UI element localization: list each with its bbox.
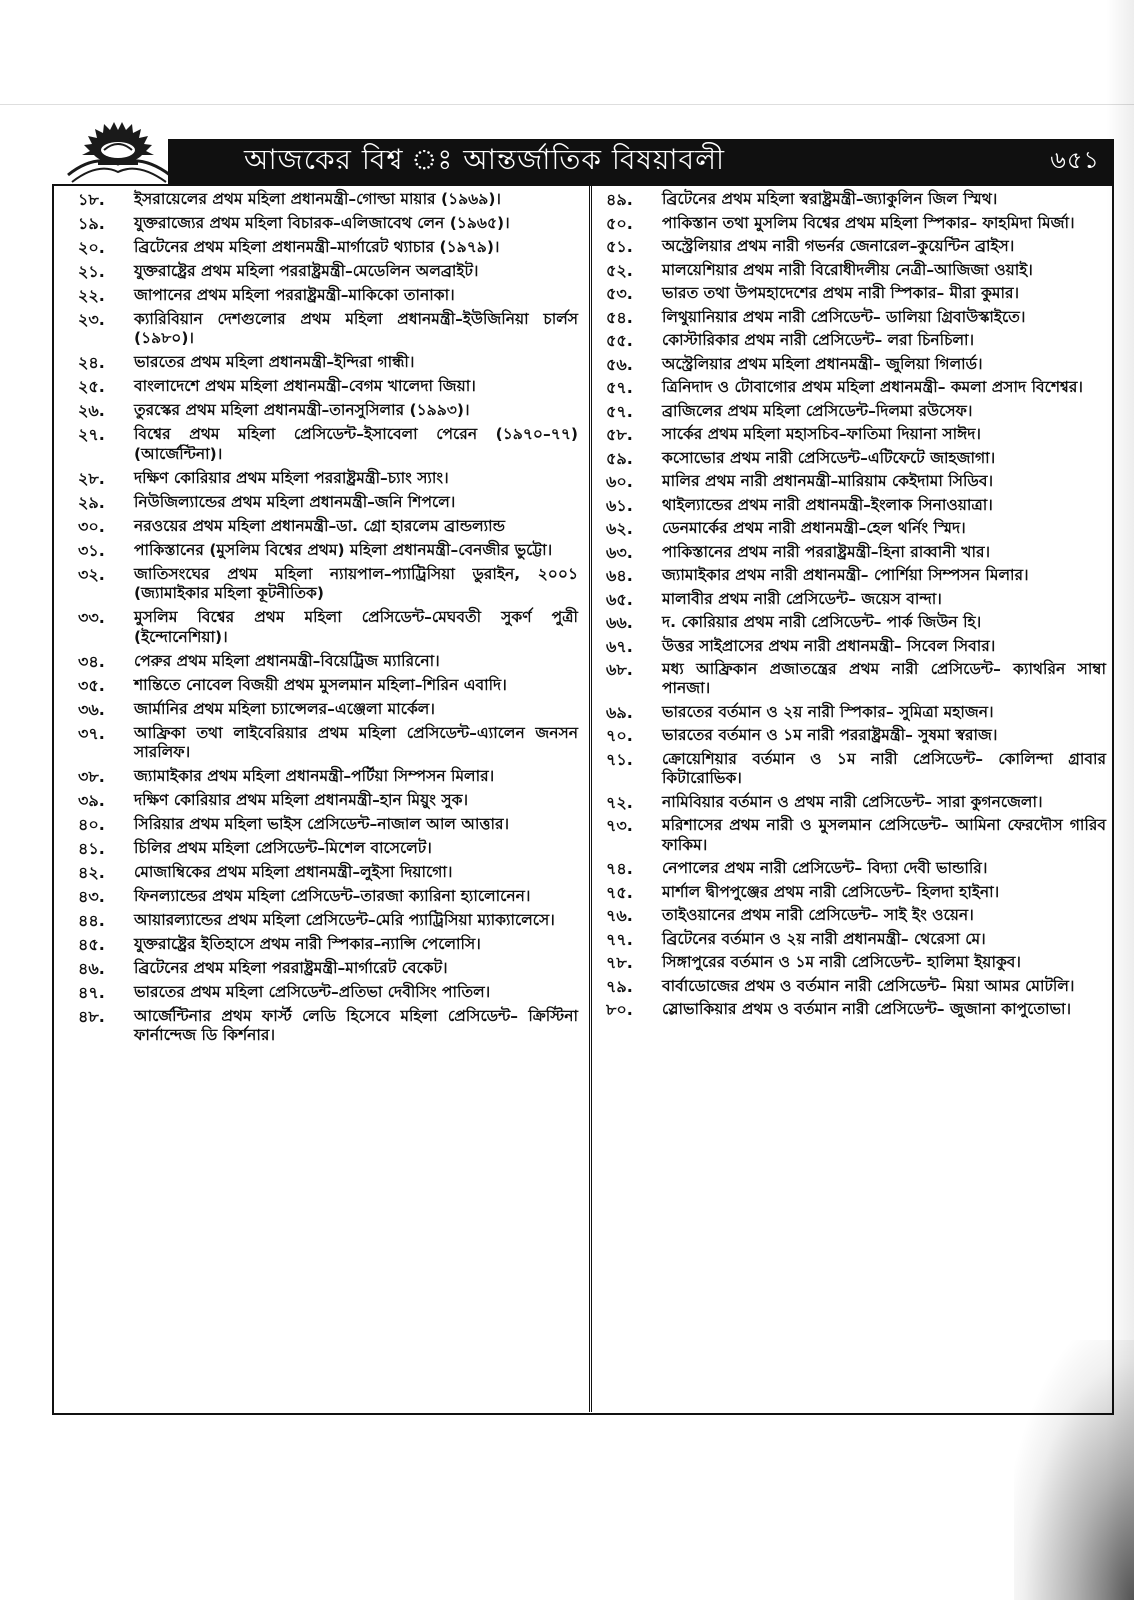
entry-number: ৪১. (78, 839, 105, 859)
column-divider (589, 185, 592, 1412)
entry-number: ৬৮. (606, 660, 633, 679)
entry-number: ৭৫. (606, 882, 633, 902)
entry-text: মার্শাল দ্বীপপুঞ্জের প্রথম নারী প্রেসিডেন্ট– হিলদা হাইনা। (662, 882, 1000, 901)
list-item (78, 767, 578, 786)
entry-number: ৬৭. (606, 636, 633, 656)
entry-text: পাকিস্তান তথা মুসলিম বিশ্বের প্রথম মহিলা স্পিকার– ফাহমিদা মির্জা। (662, 213, 1075, 232)
entry-text: ভারতের প্রথম মহিলা প্রেসিডেন্ট–প্রতিভা দেবীসিং পাতিল। (134, 983, 491, 1002)
entry-text: নিউজিল্যান্ডের প্রথম মহিলা প্রধানমন্ত্রী–জনি শিপলে। (134, 492, 456, 511)
list-item (606, 566, 1106, 585)
entry-text: ভারতের বর্তমান ও ২য় নারী স্পিকার– সুমিত্রা মহাজন। (662, 702, 994, 721)
entry-number: ৬৯. (606, 702, 633, 722)
list-item (78, 911, 578, 930)
entry-number: ৫৩. (606, 284, 633, 303)
list-item (78, 887, 578, 906)
list-item (606, 660, 1106, 699)
list-item (606, 237, 1106, 256)
list-item (78, 565, 578, 604)
entry-text: কসোভোর প্রথম নারী প্রেসিডেন্ট–এটিফেটে জাহজাগা। (662, 448, 996, 467)
entry-text: সিঙ্গাপুরের বর্তমান ও ১ম নারী প্রেসিডেন্ট– হালিমা ইয়াকুব। (662, 953, 1021, 972)
entry-text: যুক্তরাষ্ট্রের প্রথম মহিলা পররাষ্ট্রমন্ত্রী–মেডেলিন অলব্রাইট। (134, 262, 479, 280)
entry-text: পাকিস্তানের প্রথম নারী পররাষ্ট্রমন্ত্রী–হিনা রাব্বানী খার। (662, 542, 991, 561)
entry-text: নরওয়ের প্রথম মহিলা প্রধানমন্ত্রী–ডা. গ্রো হারলেম ব্রান্ডল্যান্ড (134, 516, 505, 535)
entry-number: ৩৮. (78, 767, 105, 787)
entry-text: ভারত তথা উপমহাদেশের প্রথম নারী স্পিকার– মীরা কুমার। (662, 284, 1020, 302)
entry-number: ৬৪. (606, 566, 633, 585)
list-item (78, 700, 578, 719)
entry-number: ৫৬. (606, 354, 633, 374)
section-title: আজকের বিশ্ব ঃ আন্তর্জাতিক বিষয়াবলী (244, 143, 725, 176)
entry-text: সার্কের প্রথম মহিলা মহাসচিব–ফাতিমা দিয়ানা সাঈদ। (662, 425, 981, 443)
entry-number: ৭৭. (606, 929, 633, 949)
entry-text: বিশ্বের প্রথম মহিলা প্রেসিডেন্ট–ইসাবেলা পেরেন (১৯৭০–৭৭) (আর্জেন্টিনা)। (134, 425, 578, 463)
entry-number: ২৩. (78, 310, 105, 329)
entry-number: ৫০. (606, 213, 633, 233)
entry-number: ৬০. (606, 472, 633, 491)
entry-number: ২৫. (78, 377, 105, 397)
entry-number: ৭৩. (606, 816, 633, 836)
entry-number: ৫৫. (606, 331, 633, 350)
entry-text: পেরুর প্রথম মহিলা প্রধানমন্ত্রী–বিয়েট্রিজ ম্যারিনো। (134, 651, 440, 670)
entry-number: ৩২. (78, 564, 105, 584)
list-item (606, 190, 1106, 209)
entry-number: ৪৭. (78, 983, 105, 1003)
entry-number: ৪৩. (78, 887, 105, 907)
list-item (78, 791, 578, 810)
entry-text: বার্বাডোজের প্রথম ও বর্তমান নারী প্রেসিডেন্ট– মিয়া আমর মোটলি। (662, 976, 1075, 995)
entry-number: ২১. (78, 262, 105, 281)
list-item (78, 541, 578, 560)
entry-text: ভারতের প্রথম মহিলা প্রধানমন্ত্রী–ইন্দিরা গান্ধী। (134, 353, 415, 372)
list-item (606, 816, 1106, 855)
right-column-list (606, 190, 1106, 1024)
entry-text: উত্তর সাইপ্রাসের প্রথম নারী প্রধানমন্ত্রী– সিবেল সিবার। (662, 636, 996, 655)
entry-number: ৪২. (78, 863, 105, 883)
entry-text: আয়ারল্যান্ডের প্রথম মহিলা প্রেসিডেন্ট–মেরি প্যাট্রিসিয়া ম্যাক্যালেসে। (134, 911, 555, 930)
entry-number: ৫৯. (606, 448, 633, 468)
list-item (606, 703, 1106, 722)
entry-text: আর্জেন্টিনার প্রথম ফার্স্ট লেডি হিসেবে মহিলা প্রেসিডেন্ট– ক্রিস্টিনা ফার্নান্দেজ ডি কির্শনার। (134, 1007, 578, 1045)
entry-text: মধ্য আফ্রিকান প্রজাতন্ত্রের প্রথম নারী প্রেসিডেন্ট– ক্যাথরিন সাম্বা পানজা। (662, 660, 1106, 698)
publisher-emblem-icon (58, 120, 178, 190)
list-item (606, 331, 1106, 350)
list-item (606, 930, 1106, 949)
entry-number: ৪৪. (78, 911, 105, 931)
entry-text: ক্যারিবিয়ান দেশগুলোর প্রথম মহিলা প্রধানমন্ত্রী–ইউজিনিয়া চার্লস (১৯৮০)। (134, 310, 578, 348)
list-item (606, 425, 1106, 444)
entry-number: ৭৯. (606, 976, 633, 996)
list-item (606, 355, 1106, 374)
entry-number: ৩১. (78, 540, 105, 560)
list-item (78, 676, 578, 695)
entry-text: ত্রিনিদাদ ও টোবাগোর প্রথম মহিলা প্রধানমন্ত্রী– কমলা প্রসাদ বিশেশ্বর। (662, 378, 1083, 396)
entry-number: ১৮. (78, 190, 105, 209)
entry-text: বাংলাদেশে প্রথম মহিলা প্রধানমন্ত্রী–বেগম খালেদা জিয়া। (134, 377, 476, 396)
entry-text: মুসলিম বিশ্বের প্রথম মহিলা প্রেসিডেন্ট–মেঘবতী সুকর্ণ পুত্রী (ইন্দোনেশিয়া)। (134, 608, 578, 646)
entry-number: ৫২. (606, 260, 633, 280)
list-item (78, 517, 578, 536)
content-box (52, 184, 1114, 1415)
list-item (606, 590, 1106, 609)
entry-text: জ্যামাইকার প্রথম নারী প্রধানমন্ত্রী– পোর্শিয়া সিম্পসন মিলার। (662, 566, 1029, 584)
list-item (606, 637, 1106, 656)
entry-text: নেপালের প্রথম নারী প্রেসিডেন্ট– বিদ্যা দেবী ভান্ডারি। (662, 859, 988, 878)
left-column-list (78, 190, 578, 1050)
entry-text: জ্যামাইকার প্রথম মহিলা প্রধানমন্ত্রী–পর্টিয়া সিম্পসন মিলার। (134, 767, 495, 786)
entry-number: ২৪. (78, 353, 105, 373)
list-item (606, 1000, 1106, 1019)
entry-text: তাইওয়ানের প্রথম নারী প্রেসিডেন্ট– সাই ইং ওয়েন। (662, 906, 974, 925)
entry-number: ৩৪. (78, 651, 105, 671)
entry-text: অস্ট্রেলিয়ার প্রথম নারী গভর্নর জেনারেল–কুয়েন্টিন ব্রাইস। (662, 237, 1015, 255)
list-item (606, 793, 1106, 812)
entry-number: ৪০. (78, 815, 105, 835)
entry-text: ক্রোয়েশিয়ার বর্তমান ও ১ম নারী প্রেসিডেন্ট– কোলিন্দা গ্রাবার কিটারোভিক। (662, 749, 1106, 788)
entry-text: মালয়েশিয়ার প্রথম নারী বিরোধীদলীয় নেত্রী–আজিজা ওয়াই। (662, 260, 1033, 279)
list-item (606, 543, 1106, 562)
entry-number: ৪৬. (78, 959, 105, 979)
list-item (606, 496, 1106, 515)
entry-number: ৬৬. (606, 613, 633, 632)
entry-text: লিথুয়ানিয়ার প্রথম নারী প্রেসিডেন্ট– ডালিয়া গ্রিবাউস্কাইতে। (662, 307, 1026, 326)
entry-number: ৭৪. (606, 859, 633, 879)
entry-text: তুরস্কের প্রথম মহিলা প্রধানমন্ত্রী–তানসুসিলার (১৯৯৩)। (134, 401, 470, 420)
entry-text: অস্ট্রেলিয়ার প্রথম মহিলা প্রধানমন্ত্রী– জুলিয়া গিলার্ড। (662, 354, 983, 373)
entry-number: ৬৩. (606, 542, 633, 562)
scan-artifact-line (0, 104, 1134, 105)
entry-text: ইসরায়েলের প্রথম মহিলা প্রধানমন্ত্রী–গোল্ডা মায়ার (১৯৬৯)। (134, 190, 501, 208)
entry-text: দক্ষিণ কোরিয়ার প্রথম মহিলা প্রধানমন্ত্রী–হান মিয়ুং সুক। (134, 791, 468, 810)
entry-text: জার্মানির প্রথম মহিলা চ্যান্সেলর–এঞ্জেলা মার্কেল। (134, 699, 435, 718)
list-item (606, 261, 1106, 280)
entry-text: মোজাম্বিকের প্রথম মহিলা প্রধানমন্ত্রী–লুইসা দিয়াগো। (134, 863, 453, 882)
entry-number: ৫১. (606, 237, 633, 256)
entry-number: ৩৬. (78, 699, 105, 719)
entry-number: ৩০. (78, 516, 105, 536)
list-item (606, 472, 1106, 491)
entry-text: জাতিসংঘের প্রথম মহিলা ন্যায়পাল–প্যাট্রিসিয়া ডুরাইন, ২০০১ (জ্যামাইকার মহিলা কূটনীতিক) (134, 564, 578, 603)
entry-number: ৪৯. (606, 190, 633, 209)
list-item (606, 859, 1106, 878)
scan-corner-shadow (1014, 1340, 1134, 1600)
page-number: ৬৫১ (1050, 145, 1100, 174)
list-item (606, 308, 1106, 327)
list-item (78, 608, 578, 647)
list-item (78, 983, 578, 1002)
entry-number: ৩৩. (78, 608, 105, 628)
entry-number: ৩৭. (78, 723, 105, 743)
list-item (78, 286, 578, 305)
list-item (78, 262, 578, 281)
list-item (606, 726, 1106, 745)
entry-text: দক্ষিণ কোরিয়ার প্রথম মহিলা পররাষ্ট্রমন্ত্রী–চ্যাং স্যাং। (134, 468, 449, 487)
entry-text: দ. কোরিয়ার প্রথম নারী প্রেসিডেন্ট– পার্ক জিউন হি। (662, 613, 982, 631)
entry-number: ৪৮. (78, 1007, 105, 1027)
list-item (78, 863, 578, 882)
entry-text: মরিশাসের প্রথম নারী ও মুসলমান প্রেসিডেন্ট– আমিনা ফেরদৌস গারিব ফাকিম। (662, 816, 1106, 854)
entry-text: সিরিয়ার প্রথম মহিলা ভাইস প্রেসিডেন্ট–নাজাল আল আত্তার। (134, 815, 510, 834)
entry-number: ২৬. (78, 401, 105, 421)
entry-number: ২০. (78, 238, 105, 257)
list-item (78, 724, 578, 763)
entry-number: ৬২. (606, 519, 633, 538)
entry-number: ৬৫. (606, 589, 633, 609)
entry-number: ৭৬. (606, 906, 633, 926)
list-item (78, 469, 578, 488)
entry-text: ফিনল্যান্ডের প্রথম মহিলা প্রেসিডেন্ট–তারজা ক্যারিনা হ্যালোনেন। (134, 887, 531, 906)
list-item (78, 310, 578, 349)
header-bar (168, 139, 1114, 184)
list-item (606, 402, 1106, 421)
list-item (78, 425, 578, 464)
list-item (78, 493, 578, 512)
entry-text: মালাবীর প্রথম নারী প্রেসিডেন্ট– জয়েস বান্দা। (662, 589, 942, 608)
entry-text: মালির প্রথম নারী প্রধানমন্ত্রী–মারিয়াম কেইদামা সিডিব। (662, 472, 993, 490)
entry-text: শান্তিতে নোবেল বিজয়ী প্রথম মুসলমান মহিলা–শিরিন এবাদি। (134, 675, 507, 694)
entry-number: ৭২. (606, 792, 633, 812)
list-item (78, 353, 578, 372)
list-item (78, 959, 578, 978)
entry-text: পাকিস্তানের (মুসলিম বিশ্বের প্রথম) মহিলা প্রধানমন্ত্রী–বেনজীর ভুট্টো। (134, 540, 553, 559)
entry-text: ব্রিটেনের বর্তমান ও ২য় নারী প্রধানমন্ত্রী– থেরেসা মে। (662, 929, 986, 948)
list-item (78, 652, 578, 671)
entry-number: ৪৫. (78, 935, 105, 955)
list-item (78, 401, 578, 420)
list-item (606, 519, 1106, 538)
entry-number: ৫৪. (606, 307, 633, 327)
entry-number: ২২. (78, 286, 105, 305)
list-item (78, 214, 578, 233)
entry-text: যুক্তরাষ্ট্রের ইতিহাসে প্রথম নারী স্পিকার–ন্যান্সি পেলোসি। (134, 935, 481, 954)
entry-number: ৫৭. (606, 378, 633, 397)
list-item (606, 449, 1106, 468)
entry-text: ব্রিটেনের প্রথম মহিলা প্রধানমন্ত্রী–মার্গারেট থ্যাচার (১৯৭৯)। (134, 238, 500, 256)
entry-number: ৮০. (606, 1000, 633, 1020)
entry-number: ৭৮. (606, 953, 633, 973)
entry-text: নামিবিয়ার বর্তমান ও প্রথম নারী প্রেসিডেন্ট– সারা কুগনজেলা। (662, 792, 1043, 811)
entry-text: থাইল্যান্ডের প্রথম নারী প্রধানমন্ত্রী–ইংলাক সিনাওয়াত্রা। (662, 495, 993, 514)
list-item (78, 839, 578, 858)
entry-number: ৬১. (606, 495, 633, 515)
entry-text: কোস্টারিকার প্রথম নারী প্রেসিডেন্ট– লরা চিনচিলা। (662, 331, 975, 349)
entry-number: ৩৯. (78, 791, 105, 811)
entry-text: ব্রিটেনের প্রথম মহিলা পররাষ্ট্রমন্ত্রী–মার্গারেট বেকেট। (134, 959, 448, 978)
list-item (78, 377, 578, 396)
list-item (78, 935, 578, 954)
entry-number: ৫৭. (606, 401, 633, 421)
list-item (78, 1007, 578, 1046)
entry-text: ব্রাজিলের প্রথম মহিলা প্রেসিডেন্ট–দিলমা রউসেফ। (662, 401, 973, 420)
entry-text: ভারতের বর্তমান ও ১ম নারী পররাষ্ট্রমন্ত্রী– সুষমা স্বরাজ। (662, 726, 998, 745)
entry-number: ২৭. (78, 425, 105, 445)
entry-number: ২৯. (78, 492, 105, 512)
list-item (606, 977, 1106, 996)
entry-number: ২৮. (78, 468, 105, 488)
list-item (78, 815, 578, 834)
entry-number: ৭১. (606, 749, 633, 769)
list-item (78, 190, 578, 209)
entry-number: ৫৮. (606, 425, 633, 444)
list-item (606, 750, 1106, 789)
list-item (606, 906, 1106, 925)
entry-text: যুক্তরাজ্যের প্রথম মহিলা বিচারক–এলিজাবেথ লেন (১৯৬৫)। (134, 214, 510, 232)
list-item (606, 378, 1106, 397)
entry-text: জাপানের প্রথম মহিলা পররাষ্ট্রমন্ত্রী–মাকিকো তানাকা। (134, 286, 455, 304)
list-item (606, 214, 1106, 233)
entry-text: চিলির প্রথম মহিলা প্রেসিডেন্ট–মিশেল বাসেলেট। (134, 839, 432, 858)
entry-text: স্লোভাকিয়ার প্রথম ও বর্তমান নারী প্রেসিডেন্ট– জুজানা কাপুতোভা। (662, 1000, 1072, 1019)
entry-number: ৩৫. (78, 675, 105, 695)
list-item (606, 883, 1106, 902)
entry-number: ৭০. (606, 726, 633, 746)
list-item (606, 613, 1106, 632)
entry-text: ব্রিটেনের প্রথম মহিলা স্বরাষ্ট্রমন্ত্রী–জ্যাকুলিন জিল স্মিথ। (662, 190, 998, 208)
entry-text: আফ্রিকা তথা লাইবেরিয়ার প্রথম মহিলা প্রেসিডেন্ট–এ্যালেন জনসন সারলিফ। (134, 723, 578, 762)
list-item (606, 284, 1106, 303)
entry-text: ডেনমার্কের প্রথম নারী প্রধানমন্ত্রী–হেল থর্নিং স্মিদ। (662, 519, 966, 537)
list-item (606, 953, 1106, 972)
entry-number: ১৯. (78, 214, 105, 233)
list-item (78, 238, 578, 257)
